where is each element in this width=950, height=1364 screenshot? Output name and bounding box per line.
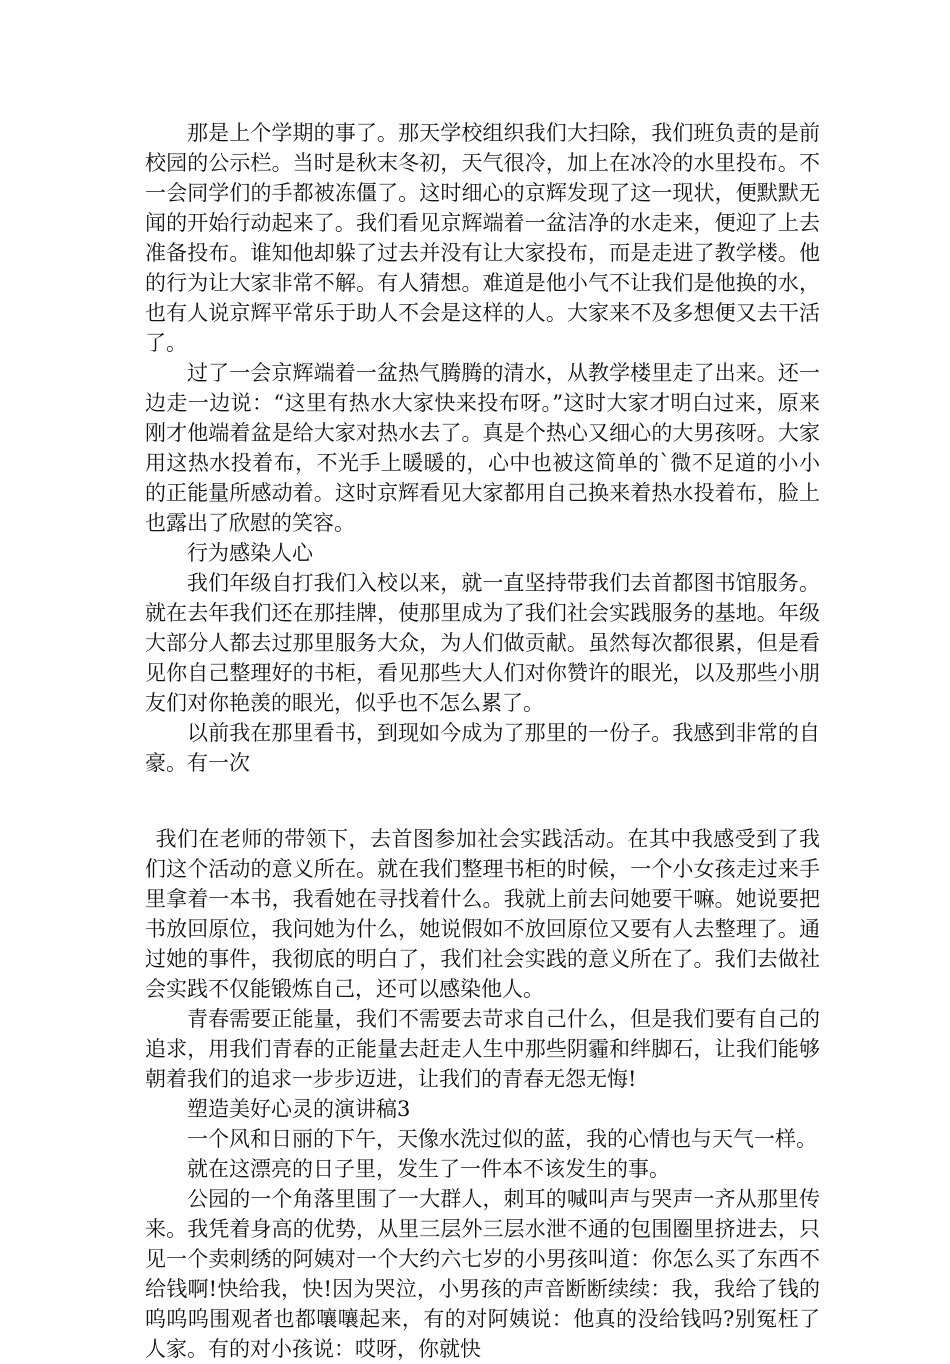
paragraph-pride: 以前我在那里看书，到现如今成为了那里的一份子。我感到非常的自豪。有一次 [145, 721, 820, 775]
section-heading-speech-3: 塑造美好心灵的演讲稿3 [187, 1097, 411, 1121]
paragraph-youth-energy: 青春需要正能量，我们不需要去苛求自己什么，但是我们要有自己的追求，用我们青春的正能量去赶走人生中那些阴霾和绊脚石，让我们能够朝着我们的追求一步步迈进，让我们的青春无怨无悔! [145, 1007, 820, 1091]
paragraph-park-crowd: 公园的一个角落里围了一大群人，刺耳的喊叫声与哭声一齐从那里传来。我凭着身高的优势，从里三层外三层水泄不通的包围圈里挤进去，只见一个卖刺绣的阿姨对一个大约六七岁的小男孩叫道：你怎么买了东西不给钱啊!快给我，快!因为哭泣，小男孩的声音断断续续：我，我给了钱的呜呜呜围观者也都嚷嚷起来，有的对阿姨说：他真的没给钱吗?别冤枉了人家。有的对小孩说：哎呀，你就快 [145, 1187, 820, 1361]
paragraph-afternoon: 一个风和日丽的下午，天像水洗过似的蓝，我的心情也与天气一样。 [187, 1127, 817, 1151]
paragraph-incident: 就在这漂亮的日子里，发生了一件本不该发生的事。 [187, 1157, 670, 1181]
document-page [145, 118, 820, 1364]
paragraph-hot-water: 过了一会京辉端着一盆热气腾腾的清水，从教学楼里走了出来。还一边走一边说：“这里有热水大家快来投布呀。”这时大家才明白过来，原来刚才他端着盆是给大家对热水去了。真是个热心又细心的大男孩呀。大家用这热水投着布，不光手上暖暖的，心中也被这简单的`微不足道的小小的正能量所感动着。这时京辉看见大家都用自己换来着热水投着布，脸上也露出了欣慰的笑容。 [145, 361, 820, 535]
paragraph-cleaning: 那是上个学期的事了。那天学校组织我们大扫除，我们班负责的是前校园的公示栏。当时是秋末冬初，天气很冷，加上在冰冷的水里投布。不一会同学们的手都被冻僵了。这时细心的京辉发现了这一现状，便默默无闻的开始行动起来了。我们看见京辉端着一盆洁净的水走来，便迎了上去准备投布。谁知他却躲了过去并没有让大家投布，而是走进了教学楼。他的行为让大家非常不解。有人猜想。难道是他小气不让我们是他换的水，也有人说京辉平常乐于助人不会是这样的人。大家来不及多想便又去干活了。 [145, 121, 820, 355]
page-break-gap [145, 778, 820, 824]
section-heading-behavior: 行为感染人心 [187, 541, 313, 565]
paragraph-library-service: 我们年级自打我们入校以来，就一直坚持带我们去首都图书馆服务。就在去年我们还在那挂牌，使那里成为了我们社会实践服务的基地。年级大部分人都去过那里服务大众，为人们做贡献。虽然每次都很累，但是看见你自己整理好的书柜，看见那些大人们对你赞许的眼光，以及那些小朋友们对你艳羡的眼光，似乎也不怎么累了。 [145, 571, 820, 715]
paragraph-social-practice: 我们在老师的带领下，去首图参加社会实践活动。在其中我感受到了我们这个活动的意义所在。就在我们整理书柜的时候，一个小女孩走过来手里拿着一本书，我看她在寻找着什么。我就上前去问她要干嘛。她说要把书放回原位，我问她为什么，她说假如不放回原位又要有人去整理了。通过她的事件，我彻底的明白了，我们社会实践的意义所在了。我们去做社会实践不仅能锻炼自己，还可以感染他人。 [145, 827, 820, 1001]
